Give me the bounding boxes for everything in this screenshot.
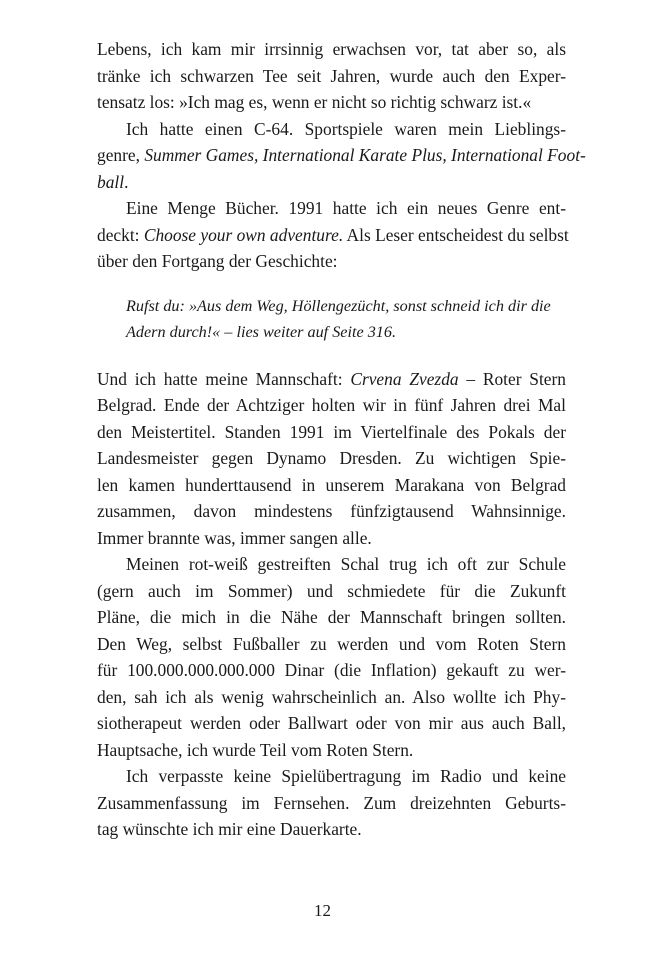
game-titles: ball	[97, 171, 125, 192]
text-line: Pläne, die mich in die Nähe der Mannschaft bringen sollten.	[97, 607, 566, 627]
text-line: den, sah ich als wenig wahrscheinlich an. Also wollte ich Phy-	[97, 686, 566, 707]
book-series-title: Choose your own adventure.	[143, 224, 344, 245]
text-line: Lebens, ich kam mir irrsinnig erwachsen vor, tat aber so, als	[97, 39, 566, 59]
text-line: tensatz los: »Ich mag es, wenn er nicht so richtig schwarz ist.«	[97, 92, 532, 112]
paragraph-broadcasts	[97, 763, 566, 843]
text-line: Zusammenfassung im Fernsehen. Zum dreizehnten Geburts-	[97, 792, 566, 813]
text-line: siotherapeut werden oder Ballwart oder von mir aus auch Ball,	[97, 713, 566, 733]
text-span: .	[124, 171, 129, 192]
spacer	[97, 275, 566, 293]
text-line	[97, 222, 569, 249]
text-line: den Meistertitel. Standen 1991 im Viertelfinale des Pokals der	[97, 421, 566, 442]
book-page-body	[97, 36, 586, 843]
text-line: Meinen rot-weiß gestreiften Schal trug ich oft zur Schule	[126, 554, 566, 574]
text-line: Immer brannte was, immer sangen alle.	[97, 527, 372, 548]
text-span: deckt:	[97, 224, 144, 245]
text-line: für 100.000.000.000.000 Dinar (die Inflation) gekauft zu wer-	[97, 660, 566, 680]
text-span: Als Leser entscheidest du selbst	[343, 224, 569, 245]
text-line: (gern auch im Sommer) und schmiedete für die Zukunft	[97, 580, 566, 601]
quote-line: Rufst du: »Aus dem Weg, Höllengezücht, sonst schneid ich dir die	[126, 296, 551, 315]
text-line: Eine Menge Bücher. 1991 hatte ich ein neues Genre ent-	[126, 198, 566, 218]
text-line	[97, 366, 566, 393]
spacer	[97, 346, 566, 366]
block-quote	[97, 293, 566, 346]
page-number: 12	[314, 901, 331, 920]
text-span: genre,	[97, 145, 145, 165]
game-titles: Summer Games, International Karate Plus, International Foot-	[144, 145, 586, 165]
text-line: zusammen, davon mindestens fünfzigtausend Wahnsinnige.	[97, 501, 566, 521]
text-line: Den Weg, selbst Fußballer zu werden und vom Roten Stern	[97, 633, 566, 654]
text-line: über den Fortgang der Geschichte:	[97, 251, 338, 271]
text-line: tag wünschte ich mir eine Dauerkarte.	[97, 819, 362, 839]
club-name: Crvena Zvezda	[350, 368, 459, 389]
text-line	[97, 169, 566, 196]
text-line	[97, 142, 586, 169]
text-line: Landesmeister gegen Dynamo Dresden. Zu wichtigen Spie-	[97, 448, 566, 468]
text-span: Und ich hatte meine Mannschaft:	[97, 368, 351, 389]
paragraph-continuation	[97, 36, 566, 116]
text-span: – Roter Stern	[458, 368, 566, 389]
text-line: tränke ich schwarzen Tee seit Jahren, wurde auch den Exper-	[97, 65, 566, 86]
text-line: Ich hatte einen C-64. Sportspiele waren mein Lieblings-	[126, 118, 566, 139]
text-line: len kamen hunderttausend in unserem Marakana von Belgrad	[97, 474, 566, 495]
paragraph-c64	[97, 116, 586, 196]
quote-line: Adern durch!« – lies weiter auf Seite 316.	[126, 323, 397, 341]
text-line: Belgrad. Ende der Achtziger holten wir in fünf Jahren drei Mal	[97, 395, 566, 415]
paragraph-scarf	[97, 551, 566, 763]
paragraph-books	[97, 195, 569, 275]
paragraph-team	[97, 366, 566, 552]
text-line: Hauptsache, ich wurde Teil vom Roten Stern.	[97, 739, 414, 760]
text-line: Ich verpasste keine Spielübertragung im Radio und keine	[126, 766, 566, 786]
